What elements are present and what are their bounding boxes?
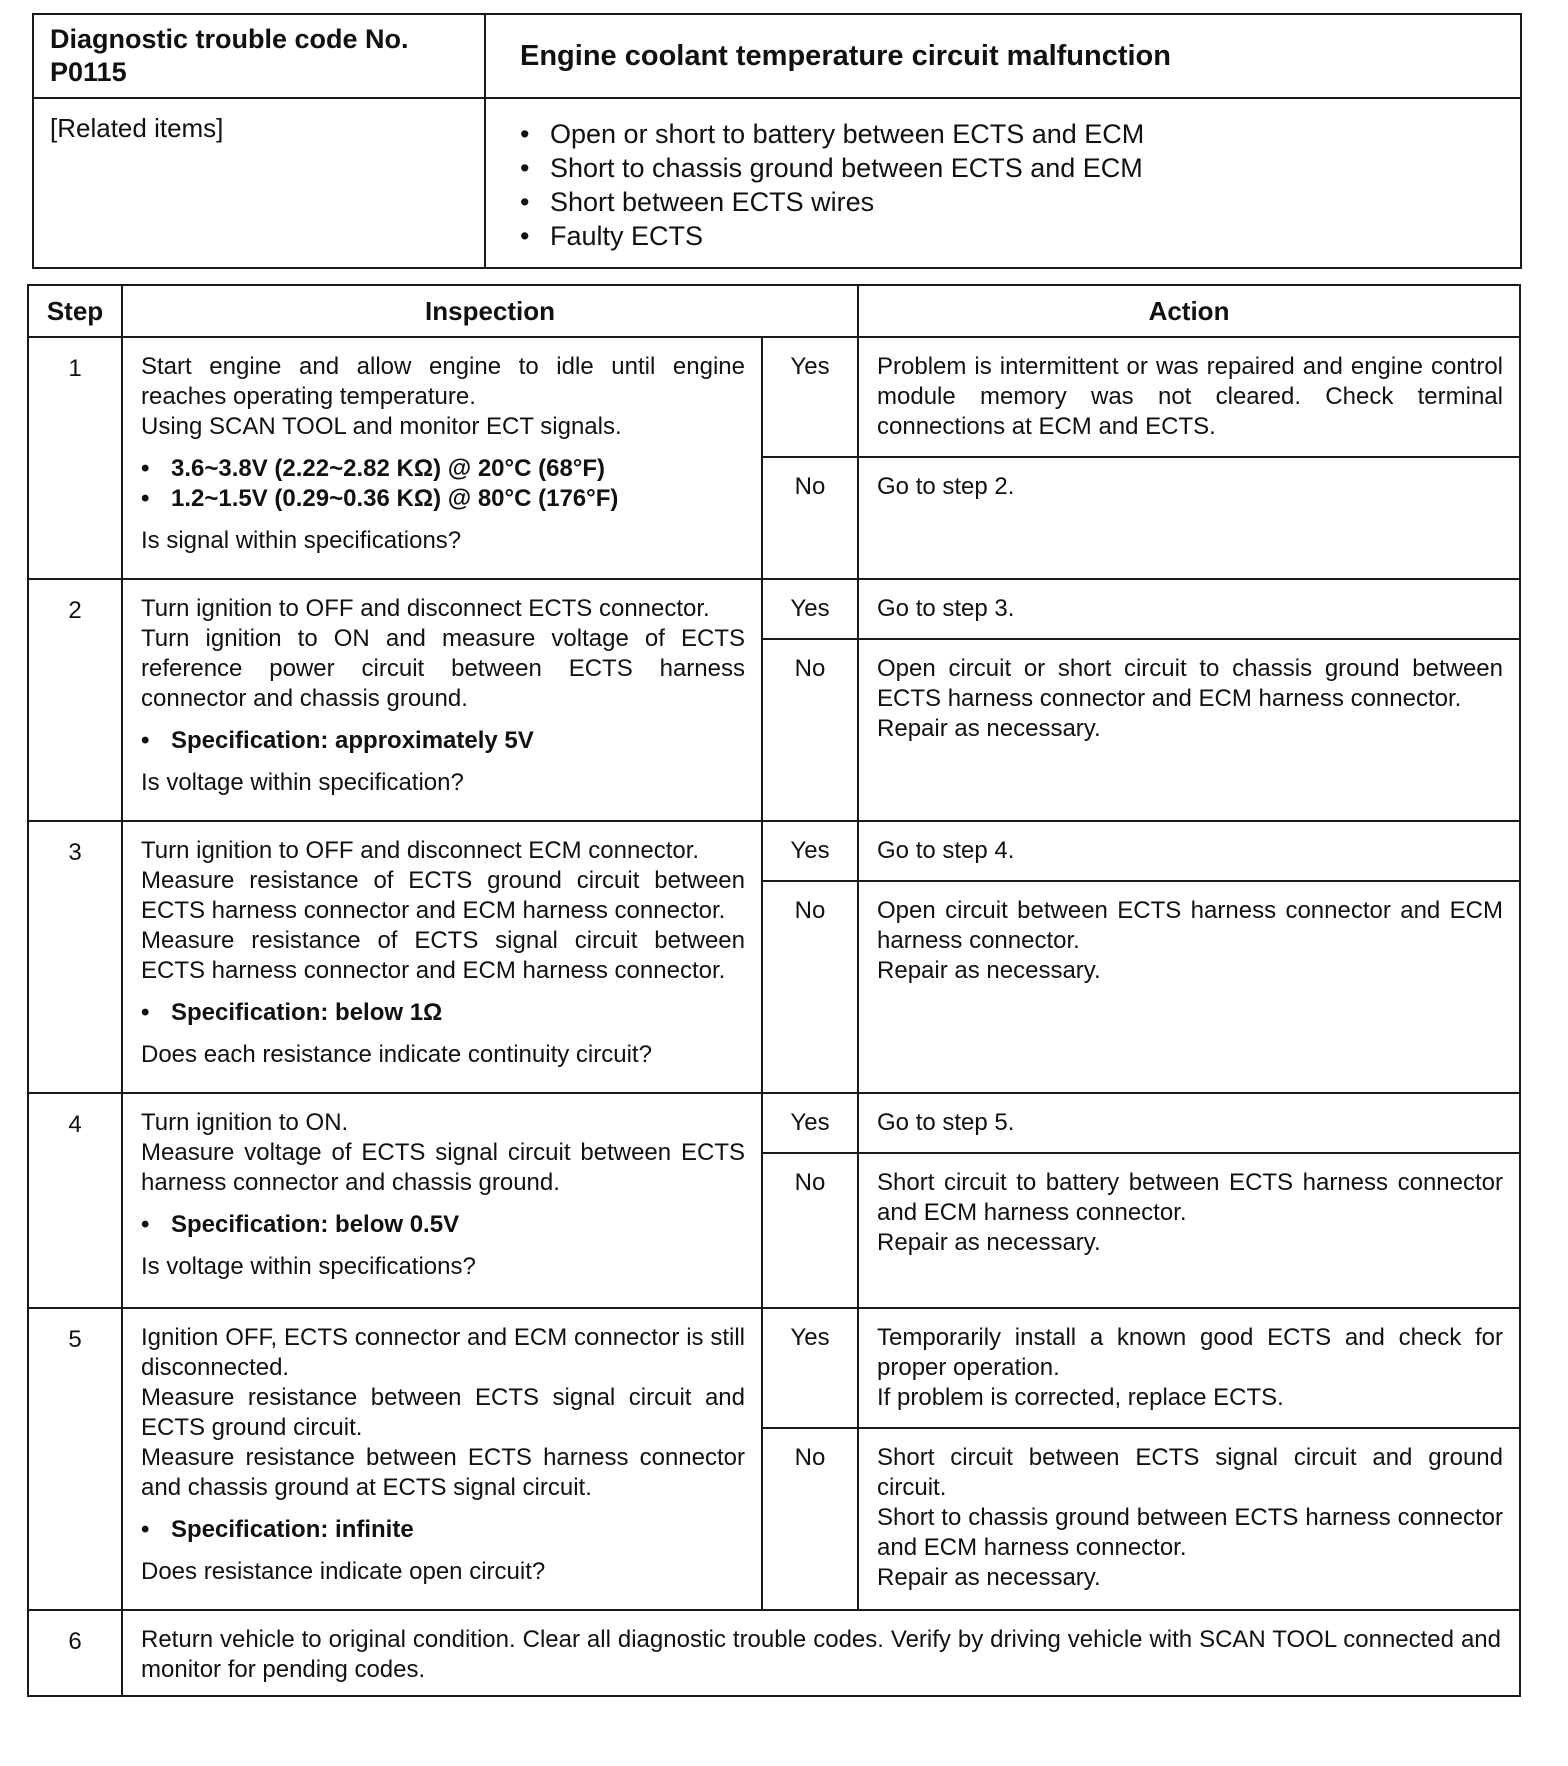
action-text: Go to step 4. — [877, 837, 1015, 864]
step-number: 2 — [28, 579, 122, 821]
dtc-title: Engine coolant temperature circuit malfunction — [485, 14, 1521, 98]
yes-action — [858, 821, 1520, 881]
yes-label: Yes — [762, 337, 858, 457]
inspection-text: Measure resistance between ECTS harness connector and chassis ground at ECTS signal circuit. — [141, 1444, 745, 1501]
inspection-text: Start engine and allow engine to idle until engine reaches operating temperature. — [141, 353, 745, 410]
related-item-text: Short between ECTS wires — [550, 187, 875, 217]
yes-label: Yes — [762, 1093, 858, 1153]
related-items-list — [520, 107, 1486, 259]
specification-text: Specification: below 1Ω — [171, 999, 443, 1026]
final-step-text: Return vehicle to original condition. Clear all diagnostic trouble codes. Verify by driving vehicle with SCAN TOOL connected and monitor for pending codes. — [122, 1610, 1520, 1696]
related-item-text: Open or short to battery between ECTS and ECM — [550, 119, 1145, 149]
inspection-cell — [122, 1093, 762, 1308]
action-text: Repair as necessary. — [877, 957, 1101, 984]
inspection-cell — [122, 337, 762, 579]
related-item — [520, 117, 1486, 151]
inspection-text: Turn ignition to ON. — [141, 1109, 349, 1136]
yes-action — [858, 1093, 1520, 1153]
no-action — [858, 1428, 1520, 1610]
specification-text: 1.2~1.5V (0.29~0.36 KΩ) @ 80°C (176°F) — [171, 485, 619, 512]
bullet-icon: • — [141, 1516, 150, 1543]
related-items-cell — [485, 98, 1521, 268]
step-number: 4 — [28, 1093, 122, 1308]
step-row-yes — [28, 1093, 1520, 1153]
action-text: Go to step 2. — [877, 473, 1015, 500]
action-text: Go to step 5. — [877, 1109, 1015, 1136]
inspection-question: Does resistance indicate open circuit? — [141, 1558, 546, 1585]
specification-item — [141, 454, 745, 484]
no-label: No — [762, 639, 858, 821]
related-item-text: Faulty ECTS — [550, 221, 704, 251]
related-item — [520, 151, 1486, 185]
inspection-question: Is signal within specifications? — [141, 527, 462, 554]
specification-item — [141, 1515, 745, 1545]
bullet-icon: • — [520, 153, 530, 183]
column-header-step: Step — [28, 285, 122, 337]
specification-text: Specification: infinite — [171, 1516, 414, 1543]
action-text: Repair as necessary. — [877, 1564, 1101, 1591]
inspection-question: Is voltage within specifications? — [141, 1253, 476, 1280]
yes-action — [858, 1308, 1520, 1428]
action-text: If problem is corrected, replace ECTS. — [877, 1384, 1284, 1411]
specification-item — [141, 484, 745, 514]
no-action — [858, 639, 1520, 821]
action-text: Problem is intermittent or was repaired and engine control module memory was not cleared. Check terminal connections at ECM and ECTS. — [877, 353, 1503, 440]
inspection-question: Does each resistance indicate continuity circuit? — [141, 1041, 652, 1068]
bullet-icon: • — [141, 485, 150, 512]
specification-list — [141, 998, 745, 1028]
specification-list — [141, 454, 745, 514]
no-action — [858, 881, 1520, 1093]
action-text: Open circuit between ECTS harness connector and ECM harness connector. — [877, 897, 1503, 954]
specification-text: Specification: approximately 5V — [171, 727, 534, 754]
diagnostic-steps-table — [27, 284, 1521, 1697]
inspection-text: Measure resistance of ECTS signal circuit between ECTS harness connector and ECM harness connector. — [141, 927, 745, 984]
dtc-header-table — [32, 13, 1522, 269]
related-item — [520, 219, 1486, 253]
bullet-icon: • — [520, 119, 530, 149]
action-text: Short to chassis ground between ECTS harness connector and ECM harness connector. — [877, 1504, 1503, 1561]
specification-item — [141, 998, 745, 1028]
step-number: 3 — [28, 821, 122, 1093]
column-header-action: Action — [858, 285, 1520, 337]
bullet-icon: • — [520, 221, 530, 251]
action-text: Short circuit to battery between ECTS harness connector and ECM harness connector. — [877, 1169, 1503, 1226]
dtc-row — [33, 14, 1521, 98]
inspection-cell — [122, 1308, 762, 1610]
related-item-text: Short to chassis ground between ECTS and ECM — [550, 153, 1143, 183]
inspection-text: Using SCAN TOOL and monitor ECT signals. — [141, 413, 622, 440]
step-number: 1 — [28, 337, 122, 579]
inspection-text: Turn ignition to OFF and disconnect ECM connector. — [141, 837, 700, 864]
inspection-text: Turn ignition to ON and measure voltage of ECTS reference power circuit between ECTS harness connector and chassis ground. — [141, 625, 745, 712]
action-text: Repair as necessary. — [877, 1229, 1101, 1256]
yes-label: Yes — [762, 1308, 858, 1428]
inspection-cell — [122, 821, 762, 1093]
related-items-row — [33, 98, 1521, 268]
bullet-icon: • — [141, 455, 150, 482]
step-number: 5 — [28, 1308, 122, 1610]
inspection-text: Ignition OFF, ECTS connector and ECM connector is still disconnected. — [141, 1324, 745, 1381]
bullet-icon: • — [141, 727, 150, 754]
specification-item — [141, 1210, 745, 1240]
bullet-icon: • — [141, 999, 150, 1026]
final-step-row — [28, 1610, 1520, 1696]
step-row-yes — [28, 337, 1520, 457]
no-label: No — [762, 881, 858, 1093]
column-header-inspection: Inspection — [122, 285, 858, 337]
bullet-icon: • — [520, 187, 530, 217]
specification-text: Specification: below 0.5V — [171, 1211, 460, 1238]
yes-label: Yes — [762, 821, 858, 881]
related-items-label: [Related items] — [33, 98, 485, 268]
no-label: No — [762, 1428, 858, 1610]
inspection-text: Measure resistance between ECTS signal circuit and ECTS ground circuit. — [141, 1384, 745, 1441]
yes-action — [858, 337, 1520, 457]
no-label: No — [762, 1153, 858, 1308]
specification-list — [141, 1515, 745, 1545]
action-text: Repair as necessary. — [877, 715, 1101, 742]
no-action — [858, 457, 1520, 579]
no-action — [858, 1153, 1520, 1308]
inspection-text: Turn ignition to OFF and disconnect ECTS connector. — [141, 595, 710, 622]
action-text: Short circuit between ECTS signal circuit and ground circuit. — [877, 1444, 1503, 1501]
bullet-icon: • — [141, 1211, 150, 1238]
inspection-question: Is voltage within specification? — [141, 769, 464, 796]
yes-action — [858, 579, 1520, 639]
dtc-code-label: Diagnostic trouble code No. P0115 — [33, 14, 485, 98]
action-text: Temporarily install a known good ECTS and check for proper operation. — [877, 1324, 1503, 1381]
specification-list — [141, 1210, 745, 1240]
specification-item — [141, 726, 745, 756]
action-text: Go to step 3. — [877, 595, 1015, 622]
inspection-text: Measure resistance of ECTS ground circuit between ECTS harness connector and ECM harness connector. — [141, 867, 745, 924]
yes-label: Yes — [762, 579, 858, 639]
step-row-yes — [28, 1308, 1520, 1428]
no-label: No — [762, 457, 858, 579]
inspection-cell — [122, 579, 762, 821]
table-header-row — [28, 285, 1520, 337]
step-row-yes — [28, 821, 1520, 881]
inspection-text: Measure voltage of ECTS signal circuit between ECTS harness connector and chassis ground. — [141, 1139, 745, 1196]
action-text: Open circuit or short circuit to chassis ground between ECTS harness connector and ECM harness connector. — [877, 655, 1503, 712]
related-item — [520, 185, 1486, 219]
step-row-yes — [28, 579, 1520, 639]
specification-text: 3.6~3.8V (2.22~2.82 KΩ) @ 20°C (68°F) — [171, 455, 606, 482]
specification-list — [141, 726, 745, 756]
step-number: 6 — [28, 1610, 122, 1696]
